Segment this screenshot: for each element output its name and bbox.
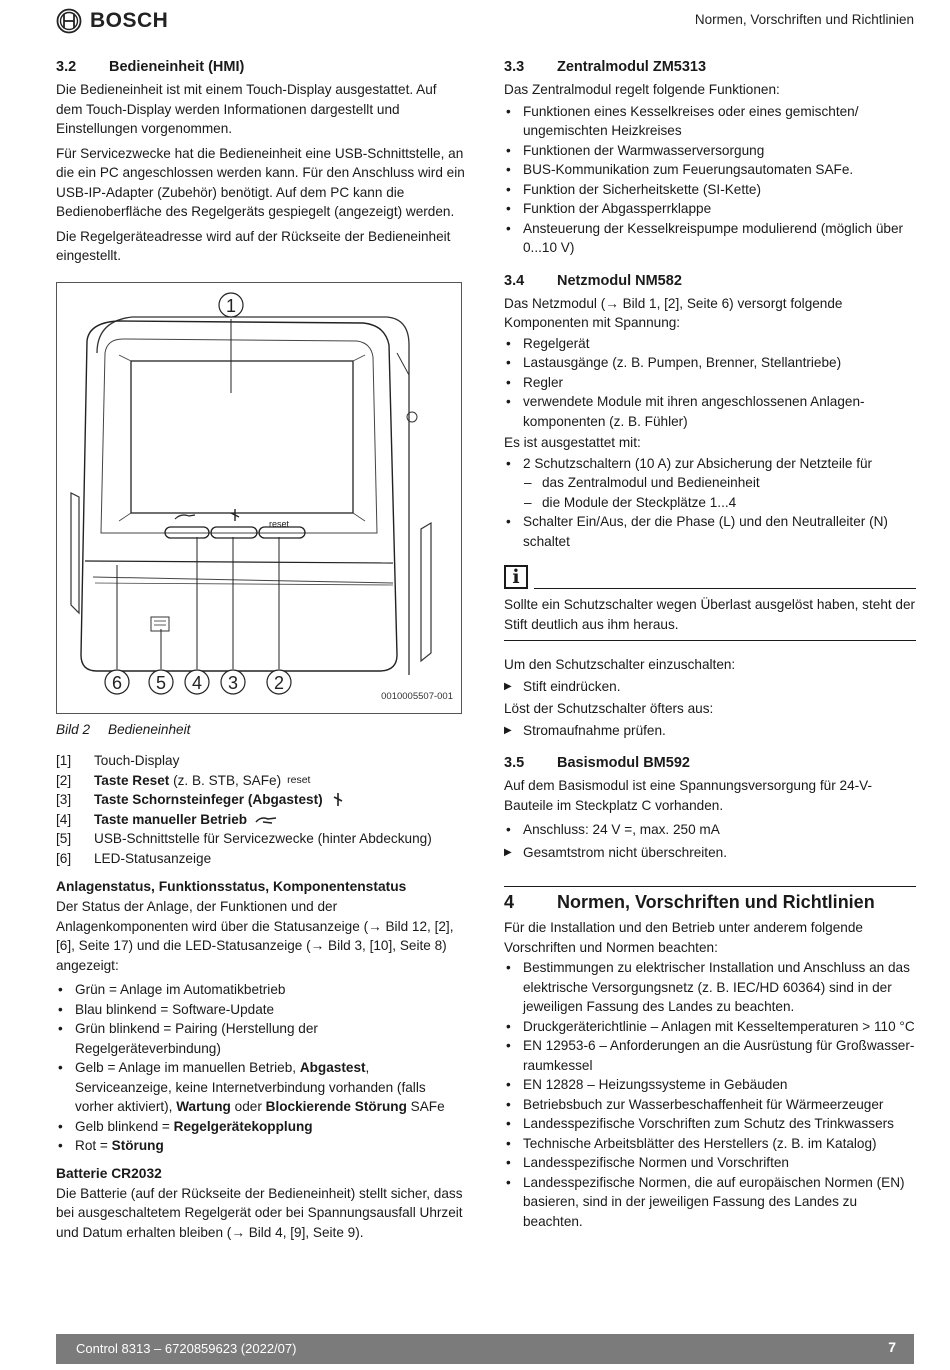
list-item: • Funktionen eines Kesselkreises oder eines gemischten/ ungemischten Heizkreises (504, 102, 916, 141)
legend-text: LED-Statusanzeige (94, 850, 212, 866)
action-step: ▶ Stift eindrücken. (504, 677, 916, 697)
bold-text: Regelgerätekopplung (173, 1118, 313, 1134)
page-number: 7 (888, 1339, 896, 1355)
section-3-2-heading (56, 58, 466, 77)
action-step: ▶ Stromaufnahme prüfen. (504, 721, 916, 741)
paragraph: Um den Schutzschalter einzuschalten: (504, 657, 736, 672)
text: Gelb blinkend = (75, 1118, 174, 1134)
nm-equipment-list (504, 454, 916, 552)
legend-key: [4] (56, 811, 72, 827)
legend-key: [1] (56, 753, 72, 768)
section-title: Netzmodul NM582 (557, 272, 682, 289)
brand-name: BOSCH (90, 9, 169, 32)
bm-list (504, 820, 916, 840)
legend-key: [3] (56, 792, 72, 807)
callout-4: 4 (191, 672, 203, 693)
callout-3: 3 (227, 672, 239, 693)
list-item: • Landesspezifische Normen, die auf europäischen Normen (EN) basieren, sind in der jeweiligen Fassung des Landes zu beachten. (504, 1173, 916, 1232)
paragraph: Die Batterie (auf der Rückseite der Bedieneinheit) stellt sicher, dass bei ausgeschaltetem Regelgerät oder bei Spannungsausfall Uhrzeit und Datum erhalten bleiben (→ Bild 4, [9], Seite 9). (56, 1185, 463, 1240)
paragraph: Der Status der Anlage, der Funktionen und der Anlagenkomponenten wird über die Statusanzeige (→ Bild 12, [2], [6], Seite 17) und die LED-Statusanzeige (→ Bild 3, [10], Seite 8) angezeigt: (56, 899, 454, 973)
nm-supply-list (504, 334, 916, 432)
legend-key: [5] (56, 831, 72, 846)
bold-text: Störung (111, 1138, 164, 1153)
text: oder (230, 1099, 266, 1114)
page-header (0, 0, 950, 40)
manual-hand-icon (255, 813, 277, 827)
list-item: • Betriebsbuch zur Wasserbeschaffenheit für Wärmeerzeuger (504, 1095, 916, 1115)
legend-key: [6] (56, 850, 72, 866)
text: , Serviceanzeige, keine Internetverbindung vorhanden (falls vorher aktiviert), (75, 1060, 426, 1114)
list-item (56, 1058, 466, 1117)
chapter-4 (504, 886, 916, 1231)
list-item: • Funktion der Sicherheitskette (SI-Kette) (504, 180, 916, 200)
bosch-logo (56, 8, 168, 34)
battery-heading: Batterie CR2032 (56, 1165, 162, 1181)
callout-2: 2 (273, 672, 285, 693)
action-list (504, 843, 916, 863)
list-item: • Bestimmungen zu elektrischer Installation und Anschluss an das elektrische Versorgungsnetz (z. B. IEC/HD 60364) sind in der jeweiligen Fassung des Landes zu beachten. (504, 958, 916, 1017)
list-item (56, 1136, 466, 1156)
action-list (504, 677, 916, 697)
right-column (504, 58, 916, 1236)
legend-bold: Taste Schornsteinfeger (Abgastest) (94, 792, 323, 807)
text: Rot = (75, 1138, 112, 1153)
page-footer (56, 1334, 914, 1364)
list-item: • Regelgerät (504, 334, 916, 354)
zm-function-list (504, 102, 916, 258)
section-title: Zentralmodul ZM5313 (557, 59, 707, 75)
legend-bold: Taste manueller Betrieb (94, 811, 248, 827)
legend-text: USB-Schnittstelle für Servicezwecke (hinter Abdeckung) (94, 831, 432, 846)
list-item: • Funktion der Abgassperrklappe (504, 199, 916, 219)
legend-item (56, 790, 466, 810)
paragraph: Die Regelgeräteadresse wird auf der Rückseite der Bedieneinheit eingestellt. (56, 228, 451, 263)
section-number: 3.2 (56, 59, 77, 75)
section-3-4-heading (504, 272, 916, 291)
list-item: • Technische Arbeitsblätter des Herstellers (z. B. im Katalog) (504, 1134, 916, 1154)
list-item: • Druckgeräterichtlinie – Anlagen mit Kesseltemperaturen > 110 °C (504, 1017, 916, 1037)
section-3-3-heading (504, 58, 916, 77)
legend-text: Touch-Display (94, 753, 180, 768)
list-item: • Landesspezifische Vorschriften zum Schutz des Trinkwassers (504, 1114, 916, 1134)
list-item: • Regler (504, 373, 916, 393)
list-item: • Grün = Anlage im Automatikbetrieb (56, 980, 466, 1000)
callout-5: 5 (155, 672, 167, 693)
bold-text: Blockierende Störung (265, 1099, 407, 1114)
legend-text: (z. B. STB, SAFe) (169, 772, 282, 788)
norms-list (504, 958, 916, 1231)
callout-6: 6 (111, 672, 123, 693)
list-item: • EN 12953-6 – Anforderungen an die Ausrüstung für Großwasser-raumkessel (504, 1036, 916, 1075)
list-item: • Anschluss: 24 V =, max. 250 mA (504, 820, 916, 840)
legend-bold: Taste Reset (94, 772, 170, 788)
status-list (56, 980, 466, 1156)
info-icon: i (504, 565, 528, 589)
action-list (504, 721, 916, 741)
section-title: Bedieneinheit (HMI) (109, 59, 245, 75)
figure-legend (56, 751, 466, 868)
notice-header (504, 565, 916, 589)
action-step: ▶ Gesamtstrom nicht überschreiten. (504, 843, 916, 863)
chapter-number: 4 (504, 892, 515, 912)
legend-item (56, 810, 466, 830)
list-item: • Grün blinkend = Pairing (Herstellung der Regelgeräteverbindung) (56, 1019, 466, 1058)
figure-bedieneinheit (56, 282, 462, 714)
document-id: Control 8313 – 6720859623 (2022/07) (76, 1341, 297, 1356)
left-column (56, 58, 466, 1247)
chimney-sweep-icon (331, 792, 345, 808)
text: SAFe (406, 1099, 445, 1114)
legend-item (56, 771, 466, 791)
bold-text: Wartung (176, 1099, 231, 1114)
list-item: • Landesspezifische Normen und Vorschriften (504, 1153, 916, 1173)
list-item: • Lastausgänge (z. B. Pumpen, Brenner, Stellantriebe) (504, 353, 916, 373)
list-item: • EN 12828 – Heizungssysteme in Gebäuden (504, 1075, 916, 1095)
list-item: • BUS-Kommunikation zum Feuerungsautomaten SAFe. (504, 160, 916, 180)
paragraph: Für die Installation und den Betrieb unter anderem folgende Vorschriften und Normen beachten: (504, 920, 863, 955)
list-item: • Ansteuerung der Kesselkreispumpe modulierend (möglich über 0...10 V) (504, 219, 916, 258)
running-header: Normen, Vorschriften und Richtlinien (694, 12, 914, 27)
paragraph: Das Zentralmodul regelt folgende Funktionen: (504, 82, 780, 97)
list-item: • 2 Schutzschaltern (10 A) zur Absicherung der Netzteile für (504, 454, 916, 474)
paragraph: Auf dem Basismodul ist eine Spannungsversorgung für 24-V-Bauteile im Steckplatz C vorhanden. (504, 778, 872, 813)
list-item (56, 1117, 466, 1137)
callout-1: 1 (225, 295, 237, 316)
status-heading: Anlagenstatus, Funktionsstatus, Komponentenstatus (56, 879, 407, 894)
chapter-4-heading (504, 890, 916, 914)
list-item: • Blau blinkend = Software-Update (56, 1000, 466, 1020)
bosch-armature-icon (56, 8, 82, 34)
chapter-title: Normen, Vorschriften und Richtlinien (557, 892, 875, 912)
sub-list-item: – das Zentralmodul und Bedieneinheit (504, 473, 916, 493)
list-item: • Schalter Ein/Aus, der die Phase (L) und den Neutralleiter (N) schaltet (504, 512, 916, 551)
figure-caption (56, 720, 466, 740)
info-notice (504, 565, 916, 641)
text: Gelb = Anlage im manuellen Betrieb, (75, 1060, 300, 1075)
list-item: • Funktionen der Warmwasserversorgung (504, 141, 916, 161)
paragraph: Das Netzmodul (→ Bild 1, [2], Seite 6) versorgt folgende Komponenten mit Spannung: (504, 295, 843, 330)
paragraph: Es ist ausgestattet mit: (504, 435, 641, 450)
legend-key: [2] (56, 772, 72, 788)
caption-text: Bedieneinheit (108, 721, 191, 737)
legend-item (56, 829, 466, 849)
section-number: 3.4 (504, 272, 525, 289)
figure-code: 0010005507-001 (381, 691, 453, 702)
reset-button-label: reset (268, 518, 290, 529)
bold-text: Abgastest (299, 1060, 366, 1075)
notice-text: Sollte ein Schutzschalter wegen Überlast ausgelöst haben, steht der Stift deutlich aus ihm heraus. (504, 589, 916, 641)
section-number: 3.3 (504, 59, 525, 75)
paragraph: Für Servicezwecke hat die Bedieneinheit eine USB-Schnittstelle, an die ein PC angeschlossen werden kann. Für den Anschluss wird ein USB-IP-Adapter (Zubehör) benötigt. Auf dem PC kann die Bedienoberfläche des Regelgeräts gespiegelt (angezeigt) werden. (56, 145, 465, 219)
legend-item (56, 849, 466, 869)
divider (534, 588, 916, 589)
legend-item (56, 751, 466, 771)
paragraph: Löst der Schutzschalter öfters aus: (504, 701, 714, 716)
sub-list-item: – die Module der Steckplätze 1...4 (504, 493, 916, 513)
section-3-5-heading (504, 754, 916, 773)
section-title: Basismodul BM592 (557, 755, 690, 771)
device-drawing (57, 283, 461, 713)
section-number: 3.5 (504, 755, 525, 771)
list-item: • verwendete Module mit ihren angeschlossenen Anlagen-komponenten (z. B. Fühler) (504, 392, 916, 431)
paragraph: Die Bedieneinheit ist mit einem Touch-Display ausgestattet. Auf dem Touch-Display werden Informationen dargestellt und Einstellungen vorgenommen. (56, 82, 437, 136)
caption-number: Bild 2 (56, 721, 91, 737)
reset-symbol: reset (287, 773, 311, 786)
